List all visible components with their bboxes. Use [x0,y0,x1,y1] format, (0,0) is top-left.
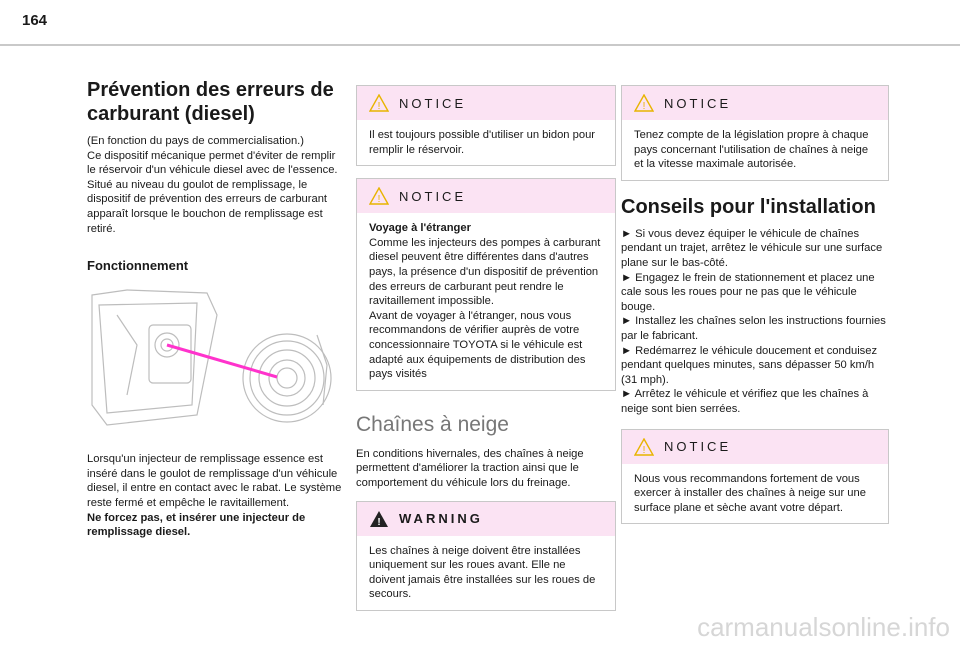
svg-text:!: ! [377,516,381,528]
notice-text: Nous vous recommandons fortement de vous exercer à installer des chaînes à neige sur une surface plane et sèche avant votre départ. [634,472,866,514]
operation-text: Lorsqu'un injecteur de remplissage essence est inséré dans le goulot de remplissage d'un véhicule diesel, il entre en contact avec le rabat. Le système reste fermé et empêche le ravitaillement. [87,453,342,509]
page-number: 164 [22,12,48,29]
notice-header [622,86,888,120]
notice-label: NOTICE [664,95,732,111]
column-3 [621,85,889,524]
notice-box-2 [356,178,616,391]
operation-bold-note: Ne forcez pas, et insérer une injecteur de remplissage diesel. [87,511,306,539]
install-step-3: ► Installez les chaînes selon les instructions fournies par le fabricant. [621,315,886,342]
svg-text:!: ! [642,444,646,456]
notice-text: Tenez compte de la législation propre à chaque pays concernant l'utilisation de chaînes à neige et la vitesse maximale autorisée. [634,129,869,171]
intro-line-3: Situé au niveau du goulot de remplissage, le dispositif de prévention des erreurs de carburant apparaît lorsque le bouchon de remplissage est retiré. [87,178,328,235]
caution-triangle-icon [369,94,389,112]
subtitle-fonctionnement: Fonctionnement [87,258,189,274]
notice-box-1 [356,85,616,166]
section-title-fuel: Prévention des erreurs de carburant (diesel) [87,79,334,125]
column-1 [87,78,347,540]
caution-triangle-icon [634,94,654,112]
section-title-chains: Chaînes à neige [356,412,509,436]
caution-triangle-icon [634,438,654,456]
notice-header [357,179,615,213]
notice-box-4 [621,429,889,525]
warning-box [356,501,616,611]
notice-text-2: Avant de voyager à l'étranger, nous vous recommandons de vérifier auprès de votre concessionnaire TOYOTA si le véhicule est adapté aux équipements de distribution des pays visités [369,309,586,381]
notice-label: NOTICE [664,439,732,454]
warning-label: WARNING [399,511,483,526]
warning-text: Les chaînes à neige doivent être installées uniquement sur les roues avant. Elle ne doivent jamais être installées sur les roues de secours. [369,544,596,601]
notice-bold-heading: Voyage à l'étranger [369,222,471,235]
install-step-2: ► Engagez le frein de stationnement et placez une cale sous les roues pour ne pas que le véhicule bouge. [621,271,875,313]
warning-header [357,502,615,536]
notice-header [357,86,615,120]
svg-text:!: ! [377,194,381,206]
intro-line-2: Ce dispositif mécanique permet d'éviter de remplir le réservoir d'un véhicule diesel avec de l'essence. [87,149,338,177]
notice-label: NOTICE [399,95,467,111]
fuel-filler-illustration [87,285,337,435]
install-step-5: ► Arrêtez le véhicule et vérifiez que les chaînes à neige sont bien serrées. [621,388,869,415]
install-step-1: ► Si vous devez équiper le véhicule de chaînes pendant un trajet, arrêtez le véhicule sur une surface plane sur le bas-côté. [621,227,883,269]
install-step-4: ► Redémarrez le véhicule doucement et conduisez pendant quelques minutes, sans dépasser 50 km/h (31 mph). [621,344,878,386]
notice-label: NOTICE [399,188,467,204]
chains-intro: En conditions hivernales, des chaînes à neige permettent d'améliorer la traction ainsi que le comportement du véhicule lors du freinage. [356,447,584,489]
notice-text: Comme les injecteurs des pompes à carburant diesel peuvent être différentes dans d'autres pays, la présence d'un dispositif de prévention des erreurs de carburant peut rendre le ravitaillement impossible. [369,236,601,308]
warning-triangle-icon [369,510,389,528]
section-title-install: Conseils pour l'installation [621,195,876,218]
notice-header [622,430,888,464]
column-2 [356,85,616,611]
header-rule [0,44,960,46]
svg-text:!: ! [642,101,646,112]
notice-text: Il est toujours possible d'utiliser un bidon pour remplir le réservoir. [369,129,596,156]
watermark: carmanualsonline.info [697,612,950,642]
caution-triangle-icon [369,187,389,205]
intro-line-1: (En fonction du pays de commercialisation.) [87,135,305,147]
svg-text:!: ! [377,101,381,112]
notice-box-3 [621,85,889,181]
